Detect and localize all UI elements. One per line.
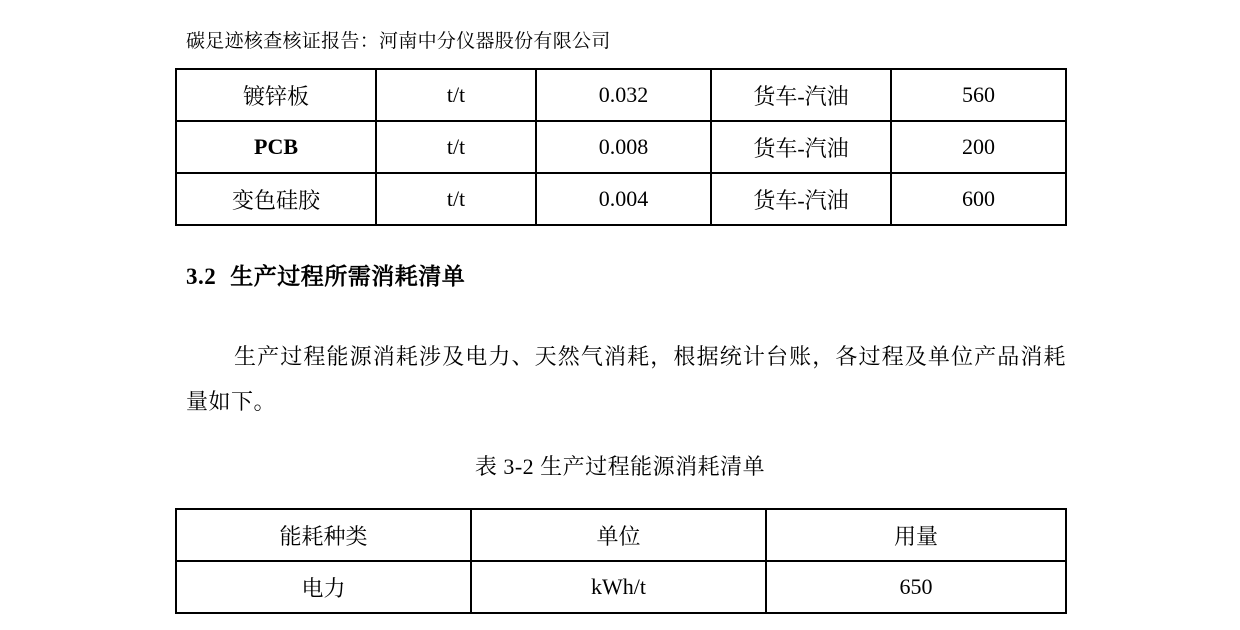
table-row	[176, 121, 1066, 173]
section-title: 生产过程所需消耗清单	[230, 264, 466, 289]
cell-material: 变色硅胶	[176, 173, 376, 225]
header-energy-type: 能耗种类	[176, 509, 471, 561]
cell-energy-unit: kWh/t	[471, 561, 766, 613]
cell-transport: 货车-汽油	[711, 69, 891, 121]
cell-transport: 货车-汽油	[711, 121, 891, 173]
running-header: 碳足迹核查核证报告：河南中分仪器股份有限公司	[186, 31, 611, 52]
cell-material: 镀锌板	[176, 69, 376, 121]
table-row	[176, 173, 1066, 225]
cell-unit: t/t	[376, 69, 536, 121]
header-amount: 用量	[766, 509, 1066, 561]
cell-value: 0.004	[536, 173, 711, 225]
cell-unit: t/t	[376, 121, 536, 173]
cell-distance: 560	[891, 69, 1066, 121]
cell-distance: 600	[891, 173, 1066, 225]
table-row	[176, 561, 1066, 613]
cell-energy-amount: 650	[766, 561, 1066, 613]
table-caption: 表 3-2 生产过程能源消耗清单	[474, 454, 766, 479]
table-row	[176, 69, 1066, 121]
cell-unit: t/t	[376, 173, 536, 225]
material-transport-table	[175, 68, 1067, 226]
table-header-row	[176, 509, 1066, 561]
section-number: 3.2	[186, 264, 217, 289]
energy-consumption-table	[175, 508, 1067, 614]
header-unit: 单位	[471, 509, 766, 561]
section-heading	[186, 258, 465, 291]
cell-value: 0.008	[536, 121, 711, 173]
cell-value: 0.032	[536, 69, 711, 121]
cell-distance: 200	[891, 121, 1066, 173]
cell-energy-type: 电力	[176, 561, 471, 613]
body-paragraph: 生产过程能源消耗涉及电力、天然气消耗，根据统计台账，各过程及单位产品消耗量如下。	[186, 344, 1066, 414]
cell-material: PCB	[176, 121, 376, 173]
cell-transport: 货车-汽油	[711, 173, 891, 225]
